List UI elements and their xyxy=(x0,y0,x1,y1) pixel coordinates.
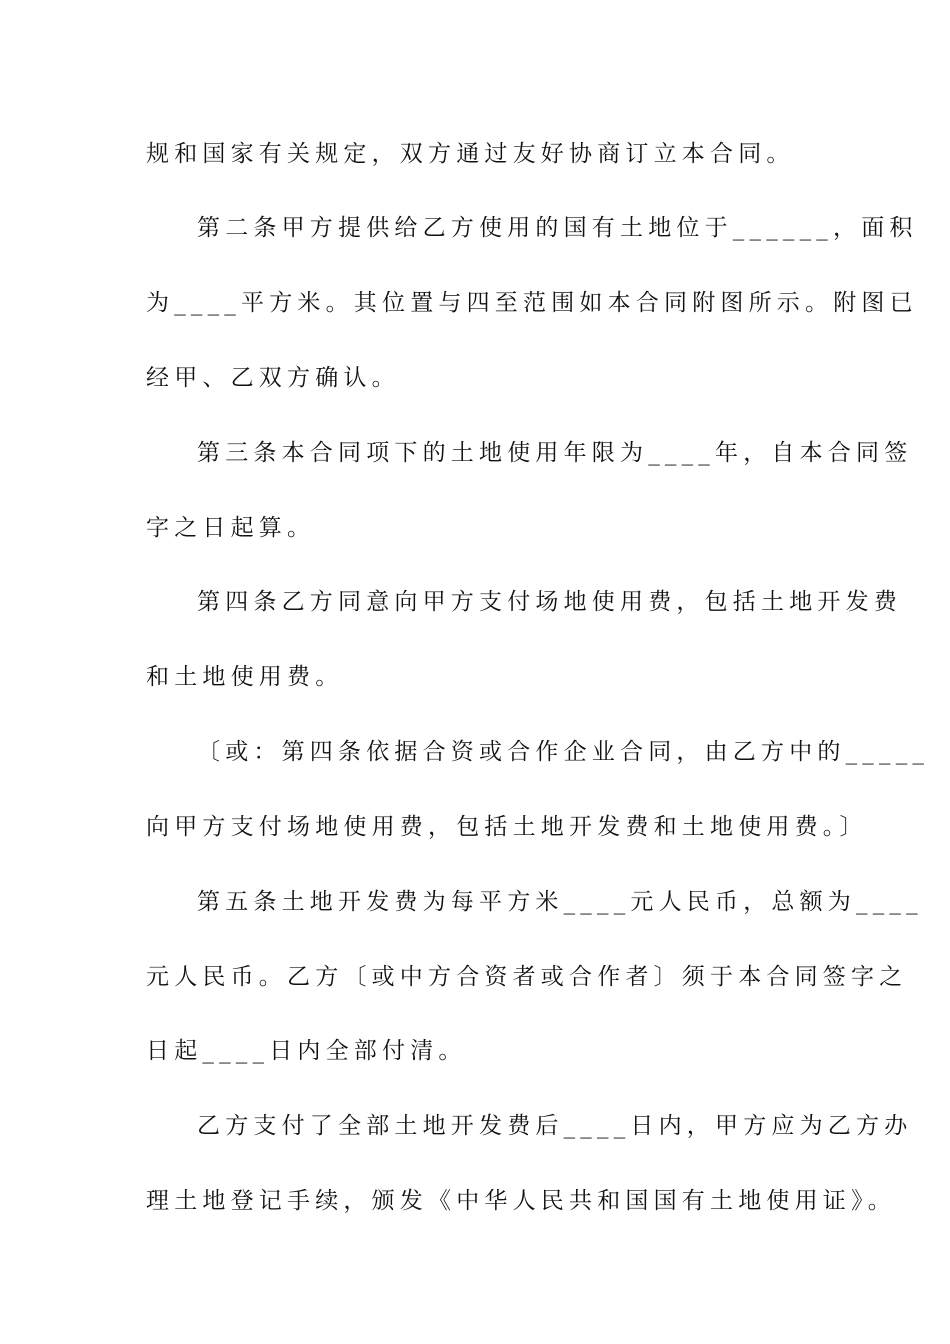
text-line-8: 和土地使用费。 xyxy=(146,664,344,690)
text-line-12: 元人民币。乙方〔或中方合资者或合作者〕须于本合同签字之 xyxy=(146,964,908,990)
text-line-11: 第五条土地开发费为每平方米____元人民币，总额为____ xyxy=(197,889,923,915)
text-line-14: 乙方支付了全部土地开发费后____日内，甲方应为乙方办 xyxy=(197,1113,913,1139)
text-line-1: 规和国家有关规定，双方通过友好协商订立本合同。 xyxy=(146,141,795,167)
text-line-5: 第三条本合同项下的土地使用年限为____年，自本合同签 xyxy=(197,440,913,466)
text-line-13: 日起____日内全部付清。 xyxy=(146,1038,467,1064)
text-line-2: 第二条甲方提供给乙方使用的国有土地位于______，面积 xyxy=(197,215,918,241)
text-line-3: 为____平方米。其位置与四至范围如本合同附图所示。附图已 xyxy=(146,290,918,316)
text-line-6: 字之日起算。 xyxy=(146,515,316,541)
text-line-15: 理土地登记手续，颁发《中华人民共和国国有土地使用证》。 xyxy=(146,1188,896,1214)
text-line-9: 〔或：第四条依据合资或合作企业合同，由乙方中的_____ xyxy=(197,739,930,765)
text-line-4: 经甲、乙双方确认。 xyxy=(146,365,400,391)
text-line-7: 第四条乙方同意向甲方支付场地使用费，包括土地开发费 xyxy=(197,589,902,615)
text-line-10: 向甲方支付场地使用费，包括土地开发费和土地使用费。〕 xyxy=(146,814,868,840)
